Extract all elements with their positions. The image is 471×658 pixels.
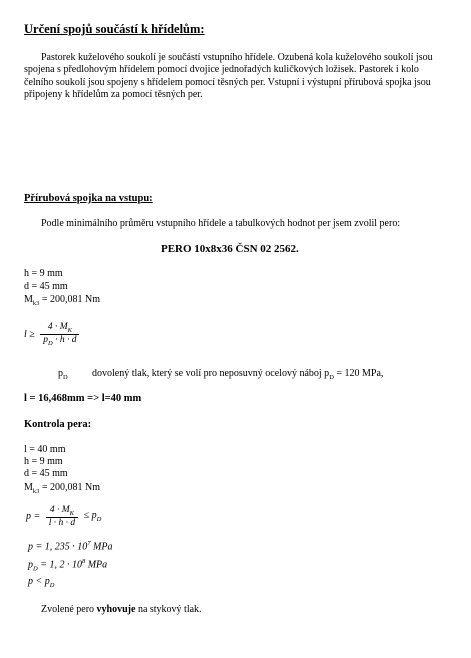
value-h-check: h = 9 mm <box>24 456 63 467</box>
formula-comparison: $p < p_D$ <box>28 576 55 589</box>
section-heading-key-check: Kontrola pera: <box>24 419 92 430</box>
value-d-check: d = 45 mm <box>24 468 68 479</box>
section-heading-input-coupling: Přírubová spojka na vstupu: <box>24 193 153 204</box>
pd-description: dovolený tlak, který se volí pro neposuvný ocelový náboj $p_D = 120$ MPa, <box>92 368 384 381</box>
value-h: h = 9 mm <box>24 268 63 279</box>
formula-pressure: p = $\frac{4 \cdot M_K}{l \cdot h \cdot d}$ ≤ $p_D$ <box>26 505 102 528</box>
value-mk-check: $M_{k3} = 200,081$ Nm <box>24 482 101 495</box>
formula-length: l ≥ $\frac{4 \cdot M_K}{p_D \cdot h \cdot d}$ <box>24 322 82 347</box>
intro-paragraph: Pastorek kuželového soukolí je součástí vstupního hřídele. Ozubená kola kuželového soukolí jsou spojena s předlohovým hřídelem pomocí dvojice jednořadých kuličkových ložisek. Pastorek i kolo čelního soukolí jsou spojeny s hřídelem pomocí těsných per. Vstupní i výstupní přírubová spojka jsou připojeny k hřídelům za pomocí těsných per. <box>24 52 433 101</box>
conclusion-text: Zvolené pero vyhovuje na stykový tlak. <box>41 604 202 615</box>
page-title: Určení spojů součástí k hřídelům: <box>24 22 205 36</box>
value-d: d = 45 mm <box>24 281 68 292</box>
key-designation: PERO 10x8x36 ČSN 02 2562. <box>161 243 299 255</box>
length-result: l = 16,468mm => l=40 mm <box>24 393 142 404</box>
key-selection-text: Podle minimálního průměru vstupního hřídele a tabulkových hodnot per jsem zvolil pero: <box>41 218 401 229</box>
value-l: l = 40 mm <box>24 444 66 455</box>
value-mk: $M_{k3} = 200,081$ Nm <box>24 294 101 307</box>
pd-symbol: $p_D$ <box>58 368 68 381</box>
formula-pressure-value: p = 1, $235 \cdot 10^7$ MPa <box>28 540 113 553</box>
formula-allowable-pressure: $p_D = 1$, $2 \cdot 10^8$ MPa <box>28 558 108 573</box>
